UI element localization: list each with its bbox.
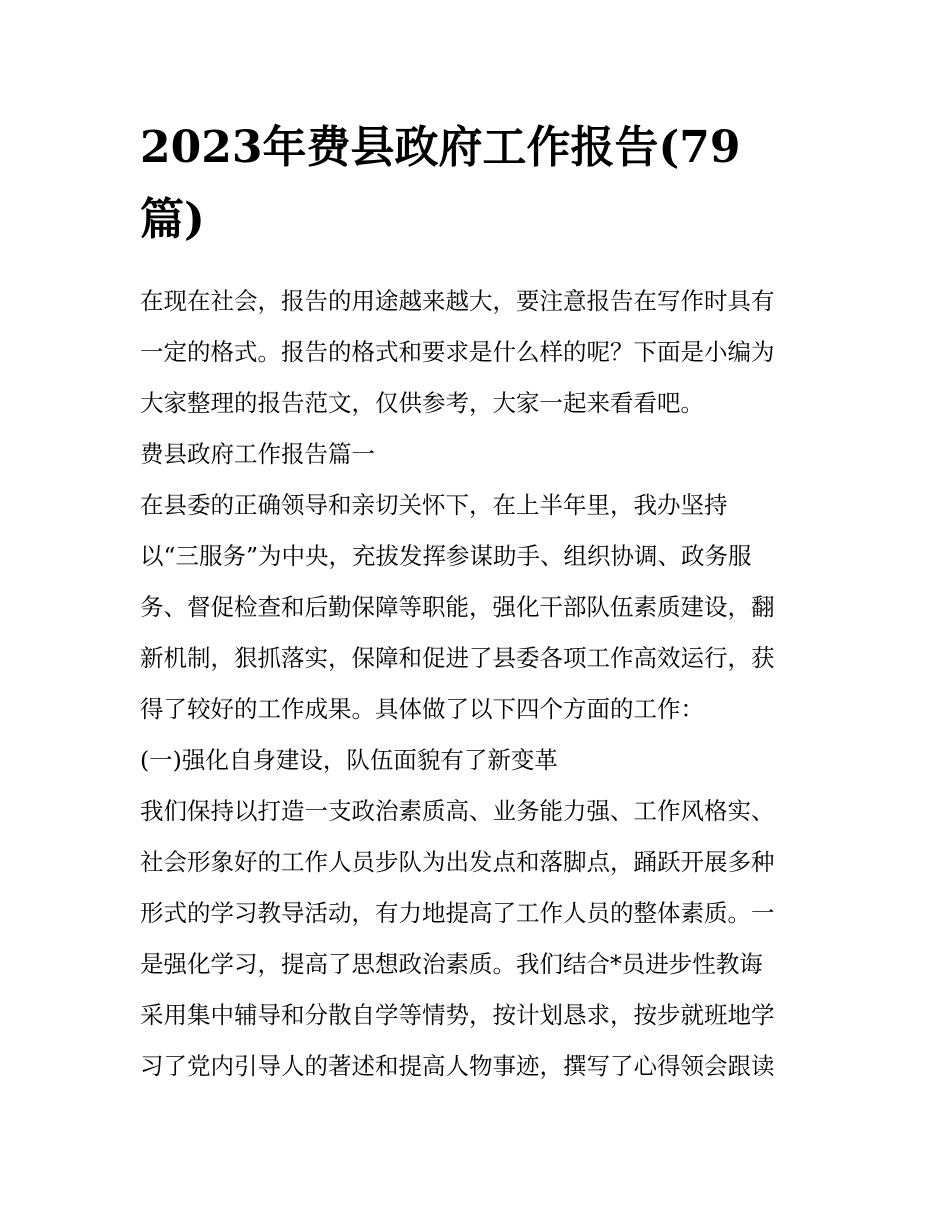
body-line: 得了较好的工作成果。具体做了以下四个方面的工作： [140,695,704,723]
section-heading: 费县政府工作报告篇一 [140,440,375,468]
body-line: 在现在社会，报告的用途越来越大，要注意报告在写作时具有 [140,287,775,315]
body-line: 务、督促检查和后勤保障等职能，强化干部队伍素质建设，翻 [140,593,775,621]
title-line-1: 2023年费县政府工作报告(79 [140,122,741,173]
body-line: 大家整理的报告范文，仅供参考，大家一起来看看吧。 [140,389,704,417]
body-line: 以“三服务”为中央，充拔发挥参谋助手、组织协调、政务服 [140,542,752,570]
title-line-2: 篇) [140,194,205,245]
body-line: 新机制，狠抓落实，保障和促进了县委各项工作高效运行，获 [140,644,775,672]
body-line: 形式的学习教导活动，有力地提高了工作人员的整体素质。一 [140,899,775,927]
body-line: 一定的格式。报告的格式和要求是什么样的呢？下面是小编为 [140,338,775,366]
body-line: 在县委的正确领导和亲切关怀下，在上半年里，我办坚持 [140,491,728,519]
subsection-heading: (一)强化自身建设，队伍面貌有了新变革 [140,746,558,774]
document-body [140,276,812,1092]
document-title [140,112,820,256]
body-line: 是强化学习，提高了思想政治素质。我们结合*员进步性教诲 [140,950,763,978]
body-line: 社会形象好的工作人员步队为出发点和落脚点，踊跃开展多种 [140,848,775,876]
body-line: 我们保持以打造一支政治素质高、业务能力强、工作风格实、 [140,797,775,825]
body-line: 采用集中辅导和分散自学等情势，按计划恳求，按步就班地学 [140,1001,775,1029]
body-line: 习了党内引导人的著述和提高人物事迹，撰写了心得领会跟读 [140,1052,775,1080]
